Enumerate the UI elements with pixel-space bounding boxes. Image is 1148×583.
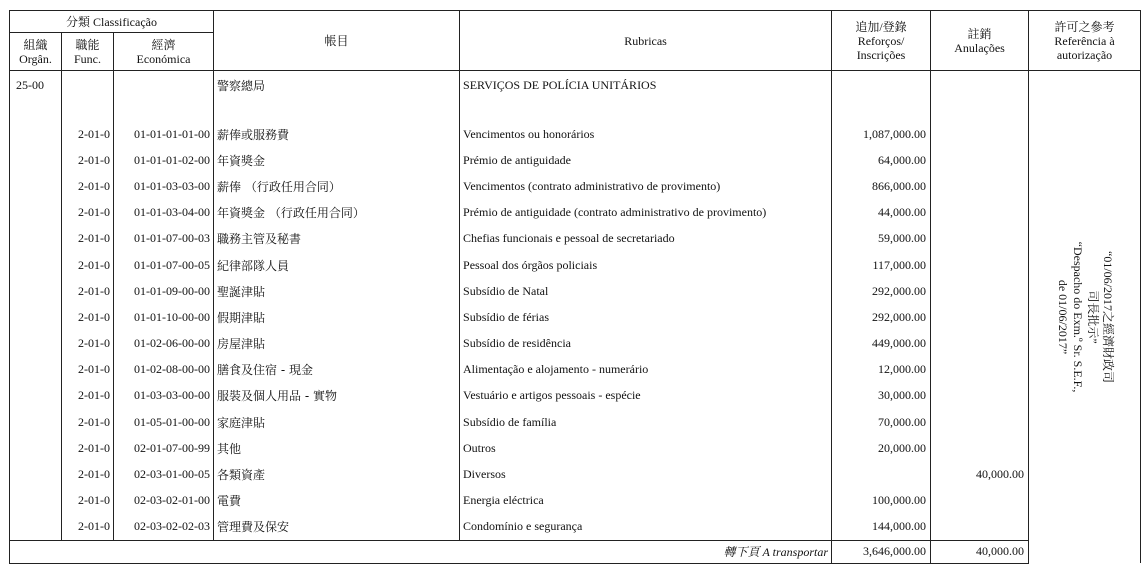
reference-header-pt2: autorização	[1056, 47, 1113, 62]
spacer-cell	[460, 99, 832, 121]
account-name-cn: 聖誕津貼	[214, 278, 460, 304]
anulacao-amount	[931, 200, 1029, 226]
func-code: 2-01-0	[62, 409, 114, 435]
reforco-amount: 59,000.00	[832, 226, 931, 252]
organ-cell	[10, 461, 62, 487]
spacer-cell	[931, 99, 1029, 121]
organ-cell	[10, 514, 62, 540]
anulacao-amount	[931, 121, 1029, 147]
reforcos-header-pt1: Reforços/	[857, 33, 905, 48]
organ-cell	[10, 435, 62, 461]
reforco-amount: 144,000.00	[832, 514, 931, 540]
rubrica-name-pt: Prémio de antiguidade (contrato administrativo de provimento)	[460, 200, 832, 226]
transport-label: 轉下頁 A transportar	[10, 540, 832, 563]
unit-func-empty	[62, 71, 114, 100]
transport-total-row	[10, 540, 1141, 563]
reference-line-2: 司長批示”	[1085, 290, 1100, 344]
account-name-cn: 薪俸 （行政任用合同）	[214, 173, 460, 199]
econ-header-cn: 經濟	[151, 37, 176, 52]
reference-cell	[1029, 71, 1141, 564]
func-header-cn: 職能	[75, 37, 100, 52]
econ-header	[114, 33, 214, 71]
reforco-amount: 449,000.00	[832, 331, 931, 357]
rubrica-name-pt: Vencimentos ou honorários	[460, 121, 832, 147]
reforco-amount: 292,000.00	[832, 304, 931, 330]
reforco-amount: 866,000.00	[832, 173, 931, 199]
unit-organ-code: 25-00	[10, 71, 62, 100]
account-name-cn: 管理費及保安	[214, 514, 460, 540]
account-name-cn: 房屋津貼	[214, 331, 460, 357]
account-name-cn: 紀律部隊人員	[214, 252, 460, 278]
anulacao-amount	[931, 331, 1029, 357]
anulacao-amount	[931, 147, 1029, 173]
table-row	[10, 357, 1141, 383]
econ-code: 02-03-02-01-00	[114, 488, 214, 514]
organ-header-cn: 組織	[23, 37, 48, 52]
reference-line-1: “01/06/2017之經濟財政司	[1100, 251, 1115, 383]
func-code: 2-01-0	[62, 514, 114, 540]
anulacao-amount	[931, 278, 1029, 304]
func-header	[62, 33, 114, 71]
reforco-amount: 12,000.00	[832, 357, 931, 383]
anulacoes-header-pt: Anulações	[954, 40, 1005, 55]
table-row	[10, 514, 1141, 540]
organ-cell	[10, 147, 62, 173]
account-name-cn: 薪俸或服務費	[214, 121, 460, 147]
econ-code: 01-01-07-00-03	[114, 226, 214, 252]
reforcos-header	[832, 11, 931, 71]
anulacoes-header	[931, 11, 1029, 71]
func-code: 2-01-0	[62, 147, 114, 173]
rubrica-name-pt: Chefias funcionais e pessoal de secretariado	[460, 226, 832, 252]
rubrica-name-pt: Prémio de antiguidade	[460, 147, 832, 173]
classification-header: 分類 Classificação	[10, 11, 214, 33]
table-row	[10, 435, 1141, 461]
anulacoes-header-cn: 註銷	[967, 26, 992, 41]
rubrica-name-pt: Pessoal dos órgãos policiais	[460, 252, 832, 278]
func-code: 2-01-0	[62, 173, 114, 199]
account-name-cn: 服裝及個人用品 - 實物	[214, 383, 460, 409]
reforco-amount: 292,000.00	[832, 278, 931, 304]
rubrica-name-pt: Outros	[460, 435, 832, 461]
func-code: 2-01-0	[62, 435, 114, 461]
organ-cell	[10, 357, 62, 383]
budget-ledger	[9, 10, 1140, 575]
reforco-amount: 20,000.00	[832, 435, 931, 461]
func-code: 2-01-0	[62, 383, 114, 409]
table-row	[10, 331, 1141, 357]
unit-name-cn: 警察總局	[214, 71, 460, 100]
reforco-amount: 1,087,000.00	[832, 121, 931, 147]
account-name-cn: 職務主管及秘書	[214, 226, 460, 252]
organ-header-pt: Orgân.	[19, 51, 52, 66]
rubrica-name-pt: Subsídio de férias	[460, 304, 832, 330]
econ-code: 01-01-01-02-00	[114, 147, 214, 173]
anulacao-amount	[931, 435, 1029, 461]
reforco-amount: 117,000.00	[832, 252, 931, 278]
spacer-row	[10, 99, 1141, 121]
reference-header-cn: 許可之參考	[1054, 19, 1115, 34]
func-code: 2-01-0	[62, 200, 114, 226]
anulacao-amount	[931, 514, 1029, 540]
rubrica-name-pt: Vestuário e artigos pessoais - espécie	[460, 383, 832, 409]
anulacao-amount: 40,000.00	[931, 461, 1029, 487]
rubrica-name-pt: Subsídio de Natal	[460, 278, 832, 304]
unit-econ-empty	[114, 71, 214, 100]
func-code: 2-01-0	[62, 278, 114, 304]
anulacao-amount	[931, 173, 1029, 199]
organ-cell	[10, 200, 62, 226]
account-name-cn: 各類資產	[214, 461, 460, 487]
spacer-cell	[114, 99, 214, 121]
table-row	[10, 488, 1141, 514]
organ-cell	[10, 409, 62, 435]
table-row	[10, 226, 1141, 252]
func-code: 2-01-0	[62, 304, 114, 330]
anulacao-amount	[931, 304, 1029, 330]
func-header-pt: Func.	[74, 51, 101, 66]
rubrica-name-pt: Diversos	[460, 461, 832, 487]
table-row	[10, 383, 1141, 409]
table-row	[10, 121, 1141, 147]
account-name-cn: 膳食及住宿 - 現金	[214, 357, 460, 383]
anulacao-amount	[931, 383, 1029, 409]
spacer-cell	[10, 99, 62, 121]
reforco-amount: 44,000.00	[832, 200, 931, 226]
organ-cell	[10, 383, 62, 409]
func-code: 2-01-0	[62, 461, 114, 487]
organ-cell	[10, 252, 62, 278]
rubrica-name-pt: Condomínio e segurança	[460, 514, 832, 540]
reforco-amount: 100,000.00	[832, 488, 931, 514]
econ-code: 01-05-01-00-00	[114, 409, 214, 435]
organ-cell	[10, 331, 62, 357]
rubrica-name-pt: Alimentação e alojamento - numerário	[460, 357, 832, 383]
anulacao-amount	[931, 357, 1029, 383]
organ-cell	[10, 278, 62, 304]
reference-header-pt1: Referência à	[1054, 33, 1115, 48]
organ-cell	[10, 121, 62, 147]
reforco-amount: 64,000.00	[832, 147, 931, 173]
organ-cell	[10, 226, 62, 252]
organ-cell	[10, 173, 62, 199]
spacer-cell	[214, 99, 460, 121]
rubricas-header: Rubricas	[460, 11, 832, 71]
table-row	[10, 252, 1141, 278]
spacer-cell	[62, 99, 114, 121]
func-code: 2-01-0	[62, 226, 114, 252]
econ-header-pt: Económica	[136, 51, 191, 66]
reforco-amount: 30,000.00	[832, 383, 931, 409]
total-anulacao: 40,000.00	[931, 540, 1029, 563]
table-row	[10, 173, 1141, 199]
account-name-cn: 年資獎金	[214, 147, 460, 173]
econ-code: 01-03-03-00-00	[114, 383, 214, 409]
anulacao-amount	[931, 409, 1029, 435]
reference-line-4: de 01/06/2017”	[1055, 279, 1070, 355]
reforcos-header-cn: 追加/登錄	[855, 19, 907, 34]
econ-code: 01-01-07-00-05	[114, 252, 214, 278]
table-row	[10, 409, 1141, 435]
econ-code: 02-03-02-02-03	[114, 514, 214, 540]
func-code: 2-01-0	[62, 121, 114, 147]
anulacao-amount	[931, 226, 1029, 252]
reforco-amount	[832, 461, 931, 487]
econ-code: 01-01-09-00-00	[114, 278, 214, 304]
func-code: 2-01-0	[62, 488, 114, 514]
unit-anulacao-empty	[931, 71, 1029, 100]
table-row	[10, 147, 1141, 173]
account-name-cn: 家庭津貼	[214, 409, 460, 435]
econ-code: 01-01-10-00-00	[114, 304, 214, 330]
organ-cell	[10, 488, 62, 514]
anulacao-amount	[931, 252, 1029, 278]
func-code: 2-01-0	[62, 357, 114, 383]
total-reforco: 3,646,000.00	[832, 540, 931, 563]
econ-code: 01-02-06-00-00	[114, 331, 214, 357]
reforco-amount: 70,000.00	[832, 409, 931, 435]
table-row	[10, 461, 1141, 487]
account-header: 帳目	[214, 11, 460, 71]
table-row	[10, 278, 1141, 304]
func-code: 2-01-0	[62, 252, 114, 278]
anulacao-amount	[931, 488, 1029, 514]
account-name-cn: 假期津貼	[214, 304, 460, 330]
reference-text	[1055, 242, 1115, 393]
account-name-cn: 電費	[214, 488, 460, 514]
spacer-cell	[832, 99, 931, 121]
econ-code: 02-01-07-00-99	[114, 435, 214, 461]
table-row	[10, 304, 1141, 330]
organ-cell	[10, 304, 62, 330]
econ-code: 02-03-01-00-05	[114, 461, 214, 487]
unit-name-pt: SERVIÇOS DE POLÍCIA UNITÁRIOS	[460, 71, 832, 100]
rubrica-name-pt: Energia eléctrica	[460, 488, 832, 514]
econ-code: 01-02-08-00-00	[114, 357, 214, 383]
rubrica-name-pt: Subsídio de residência	[460, 331, 832, 357]
unit-reforco-empty	[832, 71, 931, 100]
table-row	[10, 200, 1141, 226]
econ-code: 01-01-03-03-00	[114, 173, 214, 199]
account-name-cn: 年資獎金 （行政任用合同）	[214, 200, 460, 226]
account-name-cn: 其他	[214, 435, 460, 461]
unit-row	[10, 71, 1141, 100]
reference-header	[1029, 11, 1141, 71]
rubrica-name-pt: Subsídio de família	[460, 409, 832, 435]
reference-line-3: “Despacho do Exm.º Sr. S.E.F.,	[1070, 241, 1085, 393]
econ-code: 01-01-01-01-00	[114, 121, 214, 147]
rubrica-name-pt: Vencimentos (contrato administrativo de provimento)	[460, 173, 832, 199]
econ-code: 01-01-03-04-00	[114, 200, 214, 226]
ledger-table	[9, 10, 1141, 564]
func-code: 2-01-0	[62, 331, 114, 357]
organ-header	[10, 33, 62, 71]
reforcos-header-pt2: Inscrições	[856, 47, 906, 62]
